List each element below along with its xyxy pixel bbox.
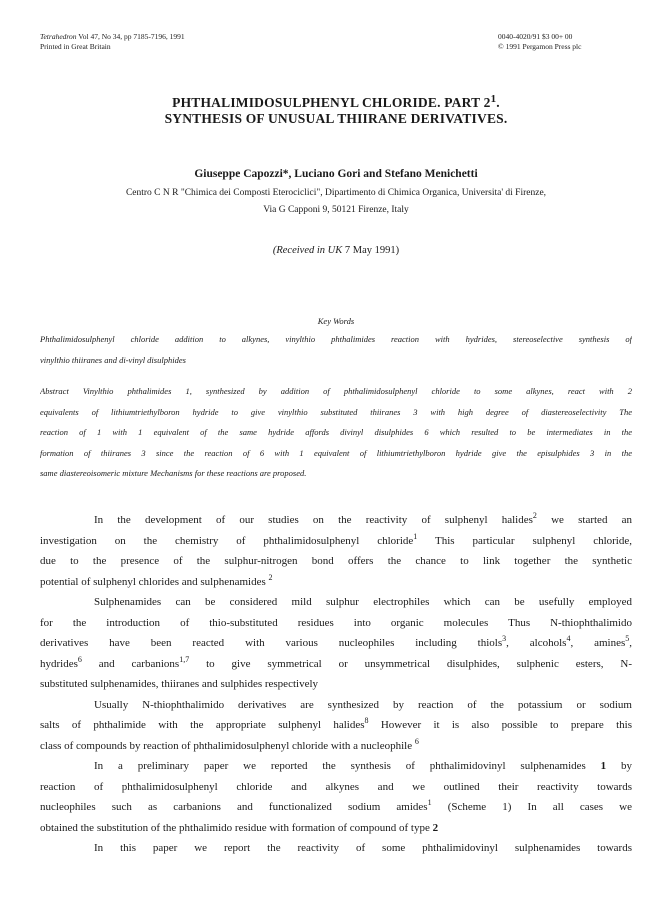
body-line: investigation on the chemistry of phthalimidosulphenyl chloride$^1$ This particular sulphenyl chloride, [40,531,632,547]
body-line: hydrides$^6$ and carbanions$^{1,7}$ to give symmetrical or unsymmetrical disulphides, sulphenic esters, N- [40,654,632,670]
affiliation-line-2: Via G Capponi 9, 50121 Firenze, Italy [263,205,409,215]
journal-header-right [498,32,581,52]
affiliation-line-1: Centro C N R "Chimica dei Composti Eterociclici", Dipartimento di Chimica Organica, Universita' di Firenze, [125,188,547,198]
journal-citation: Tetrahedron Vol 47, No 34, pp 7185-7196, 1991 [40,32,185,41]
copyright-line: © 1991 Pergamon Press plc [498,42,582,51]
body-line: reaction of phthalimidosulphenyl chloride and alkynes and we outlined their reactivity towards [40,780,632,793]
body-line: class of compounds by reaction of phthalimidosulphenyl chloride with a nucleophile $^6$ [40,736,419,752]
article-code: 0040-4020/91 $3 00+ 00 [498,32,573,41]
received-date: (Received in UK 7 May 1991) [272,245,400,256]
body-line: In the development of our studies on the reactivity of sulphenyl halides$^2$ we started an [94,511,632,526]
abstract-line: Abstract Vinylthio phthalimides 1, synthesized by addition of phthalimidosulphenyl chloride to some alkynes, react with 2 [40,386,632,396]
abstract [40,381,632,484]
abstract-line: formation of thiiranes 3 since the reaction of 6 with 1 equivalent of lithiumtriethylboron hydride give the episulphides 3 in the [40,447,632,458]
body-line: nucleophiles such as carbanions and functionalized sodium amides$^1$ (Scheme 1) In all cases we [40,798,632,813]
keywords-line: Phthalimidosulphenyl chloride addition to alkynes, vinylthio phthalimides reaction with hydrides, stereoselective synthesis of [40,334,632,344]
keywords-text [40,329,632,370]
body-line: Usually N-thiophthalimido derivatives are synthesized by reaction of the potassium or sodium [94,698,632,711]
keywords-heading: Key Words [317,316,355,326]
body-line: salts of phthalimide with the appropriate sulphenyl halides$^8$ However it is also possible to prepare this [40,716,632,731]
title-line-2: SYNTHESIS OF UNUSUAL THIIRANE DERIVATIVES. [164,111,508,126]
body-line: substituted sulphenamides, thiiranes and sulphides respectively [40,678,319,690]
body-line: for the introduction of thio-substituted residues into organic molecules Thus N-thiophthalimido [40,616,632,629]
title-line-1: PHTHALIMIDOSULPHENYL CHLORIDE. PART $2^1$. [172,93,500,110]
body-line: In this paper we report the reactivity of some phthalimidovinyl sulphenamides towards [94,842,632,854]
abstract-line: same diastereoisomeric mixture Mechanisms for these reactions are proposed. [40,468,307,478]
body-line: In a preliminary paper we reported the synthesis of phthalimidovinyl sulphenamides 1 by [94,760,632,772]
printed-location: Printed in Great Britain [40,42,111,51]
body-line: obtained the substitution of the phthalimido residue with formation of compound of type 2 [40,821,439,834]
abstract-line: reaction of 1 with 1 equivalent of the same hydride affords divinyl disulphides 6 which resulted to be intermediates in the [40,427,632,437]
body-line: potential of sulphenyl chlorides and sulphenamides $^2$ [40,572,273,588]
keywords-line: vinylthio thiiranes and di-vinyl disulphides [40,354,186,365]
body-line: due to the presence of the sulphur-nitrogen bond offers the chance to link together the synthetic [40,555,632,567]
author-list: Giuseppe Capozzi*, Luciano Gori and Stefano Menichetti [194,168,478,180]
body-line: Sulphenamides can be considered mild sulphur electrophiles which can be usefully employed [94,596,632,608]
journal-header-left [40,32,185,52]
body-line: derivatives have been reacted with various nucleophiles including thiols$^3$, alcohols$^4$, amines$^5$, [40,634,632,649]
abstract-line: equivalents of lithiumtriethylboron hydride to give vinylthio substituted thiiranes 3 with high degree of diastereoselectivity The [40,406,632,417]
body-text [40,510,632,859]
